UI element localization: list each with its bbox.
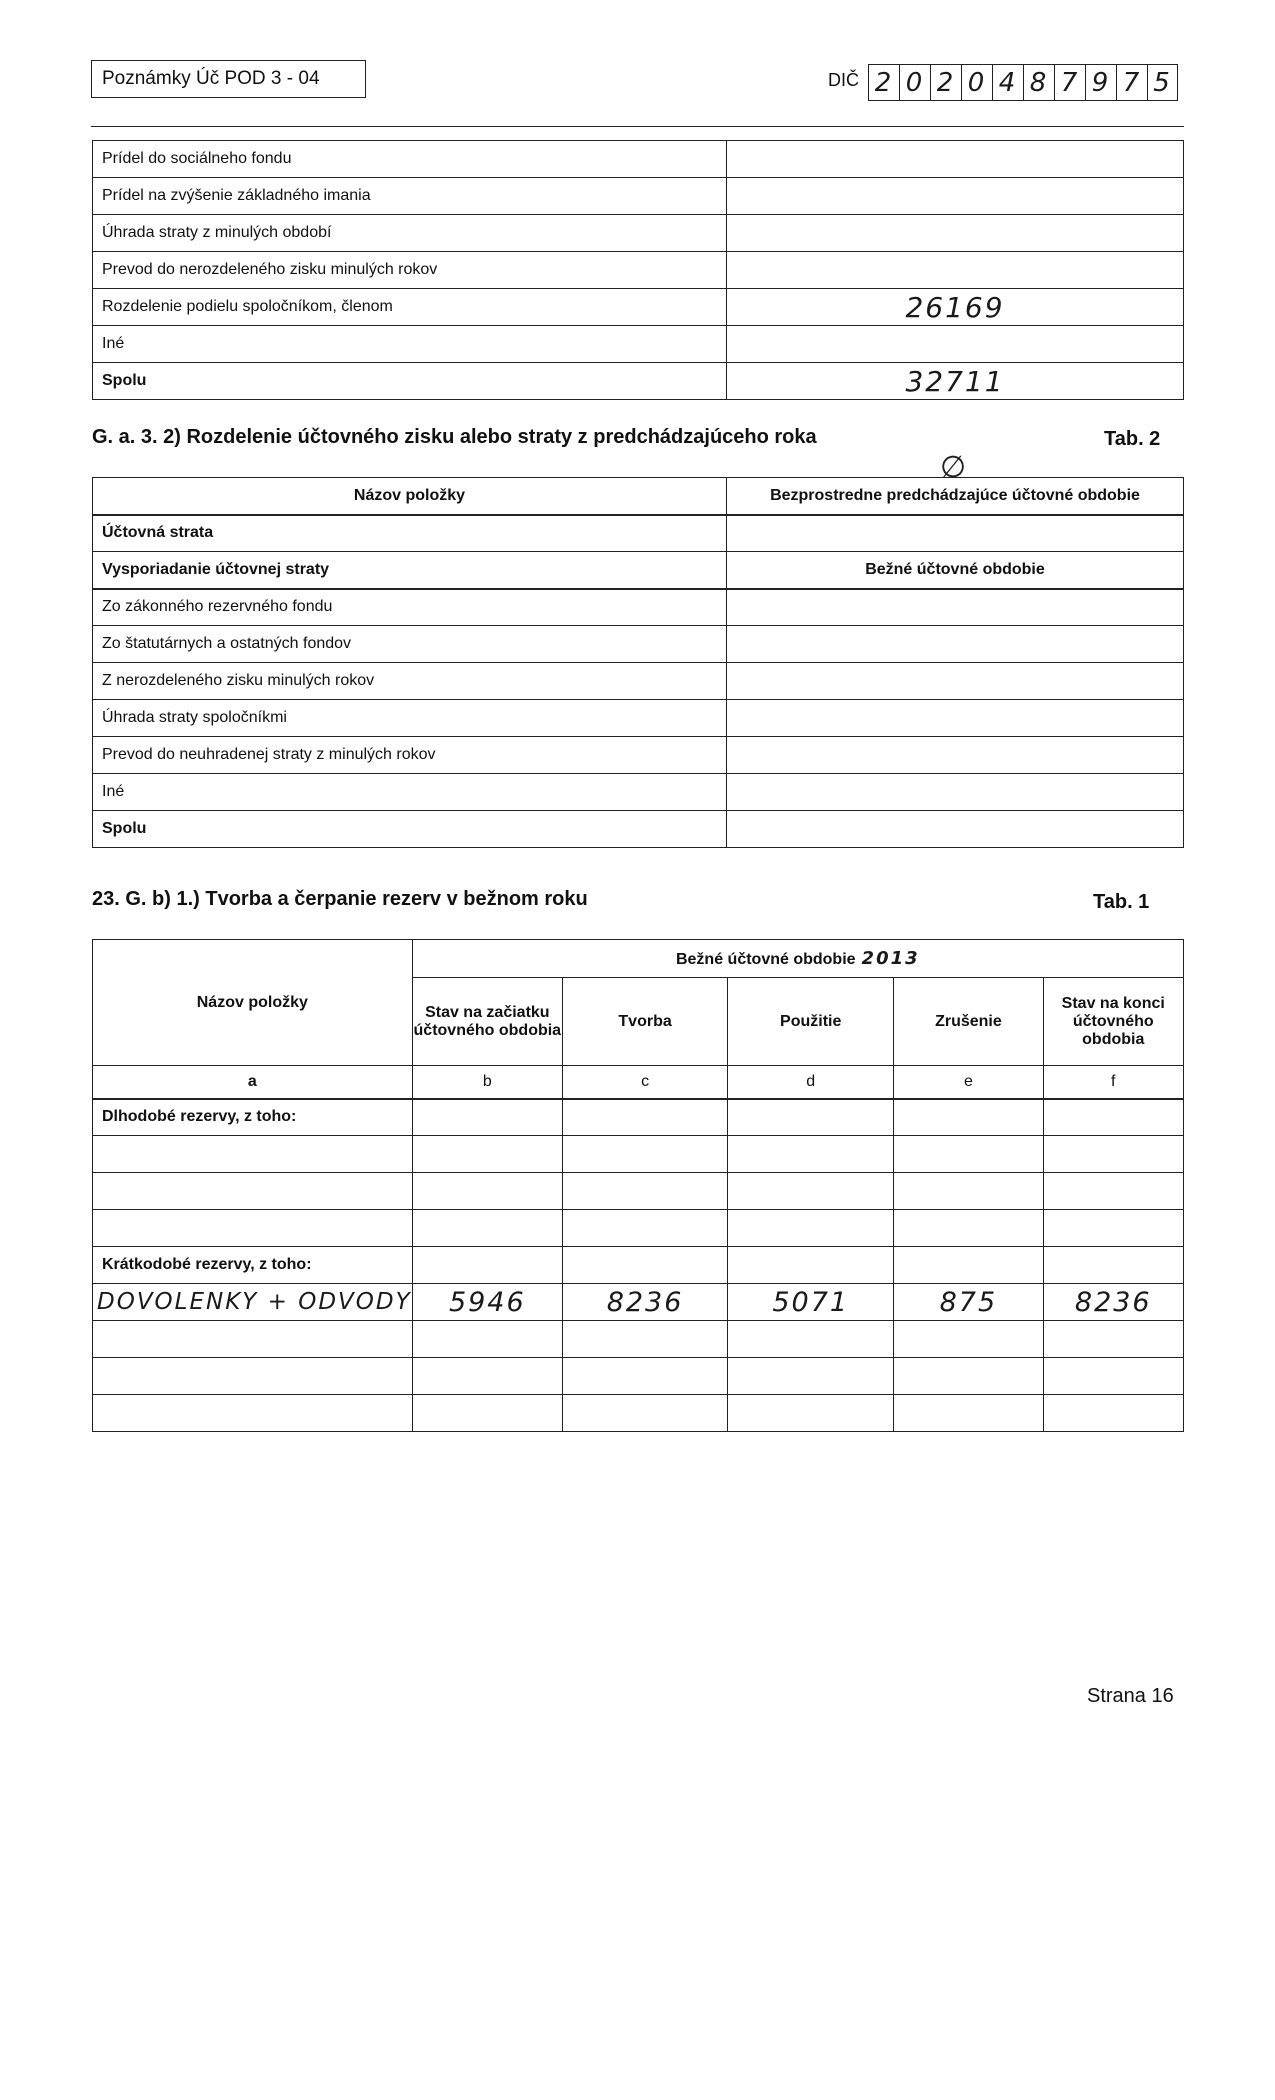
cell xyxy=(93,1358,413,1395)
total-label: Spolu xyxy=(93,811,727,848)
dic-digit: 0 xyxy=(961,64,992,101)
profit-distribution-table xyxy=(92,140,1184,400)
column-letter: f xyxy=(1043,1066,1183,1099)
table-row xyxy=(93,1358,1184,1395)
row-value xyxy=(727,178,1184,215)
cell xyxy=(728,1210,894,1247)
cell xyxy=(562,1136,727,1173)
total-value xyxy=(727,811,1184,848)
cell xyxy=(728,1173,894,1210)
row-value xyxy=(727,589,1184,626)
row-value xyxy=(727,252,1184,289)
empty-set-mark: ∅ xyxy=(940,450,969,485)
cell xyxy=(412,1173,562,1210)
cell xyxy=(562,1247,727,1284)
row-label: Úhrada straty z minulých období xyxy=(93,215,727,252)
cell xyxy=(412,1395,562,1432)
table-row xyxy=(93,1173,1184,1210)
cell xyxy=(894,1358,1043,1395)
dic-label: DIČ xyxy=(828,70,859,90)
dic-digit: 7 xyxy=(1116,64,1147,101)
cell xyxy=(562,1358,727,1395)
tab-label: Tab. 2 xyxy=(1104,428,1161,450)
row-value xyxy=(727,663,1184,700)
column-letter: b xyxy=(412,1066,562,1099)
table-row xyxy=(93,178,1184,215)
column-letter: e xyxy=(894,1066,1043,1099)
column-header-previous-period: Bezprostredne predchádzajúce účtovné obdobie xyxy=(727,478,1184,515)
total-value: 32711 xyxy=(727,363,1184,400)
row-value xyxy=(727,737,1184,774)
row-label: Z nerozdeleného zisku minulých rokov xyxy=(93,663,727,700)
dic-digit: 4 xyxy=(992,64,1023,101)
row-value xyxy=(727,700,1184,737)
cell xyxy=(562,1395,727,1432)
reserve-value-opening: 5946 xyxy=(412,1284,562,1321)
row-label: Zo zákonného rezervného fondu xyxy=(93,589,727,626)
cell xyxy=(894,1395,1043,1432)
row-label: Úhrada straty spoločníkmi xyxy=(93,700,727,737)
cell xyxy=(412,1210,562,1247)
cell xyxy=(412,1247,562,1284)
row-label: Vysporiadanie účtovnej straty xyxy=(93,552,727,589)
row-value xyxy=(727,326,1184,363)
section-title-loss-distribution: G. a. 3. 2) Rozdelenie účtovného zisku alebo straty z predchádzajúceho roka xyxy=(92,426,817,448)
table-row xyxy=(93,589,1184,626)
cell xyxy=(894,1210,1043,1247)
tab-label: Tab. 1 xyxy=(1093,891,1150,913)
cell xyxy=(562,1099,727,1136)
table-row xyxy=(93,1136,1184,1173)
cell xyxy=(93,1136,413,1173)
cell xyxy=(1043,1358,1183,1395)
row-value xyxy=(727,515,1184,552)
column-letter: d xyxy=(728,1066,894,1099)
cell xyxy=(894,1099,1043,1136)
column-letter: c xyxy=(562,1066,727,1099)
column-letter: a xyxy=(93,1066,413,1099)
cell xyxy=(93,1395,413,1432)
dic-digit: 7 xyxy=(1054,64,1085,101)
section-title-reserves: 23. G. b) 1.) Tvorba a čerpanie rezerv v bežnom roku xyxy=(92,888,588,910)
dic-digit: 0 xyxy=(899,64,930,101)
table-row xyxy=(93,252,1184,289)
table-row xyxy=(93,552,1184,589)
total-row xyxy=(93,811,1184,848)
cell xyxy=(1043,1136,1183,1173)
row-value xyxy=(727,215,1184,252)
header-divider xyxy=(91,126,1184,127)
cell xyxy=(1043,1210,1183,1247)
column-header-usage: Použitie xyxy=(728,978,894,1066)
column-header-opening: Stav na začiatku účtovného obdobia xyxy=(412,978,562,1066)
column-header-current-period: Bežné účtovné obdobie xyxy=(727,552,1184,589)
table-header-row xyxy=(93,478,1184,515)
reserves-table xyxy=(92,939,1184,1432)
long-term-reserves-label: Dlhodobé rezervy, z toho: xyxy=(93,1099,413,1136)
column-header-period xyxy=(412,940,1183,978)
page-number: Strana 16 xyxy=(1087,1685,1174,1707)
dic-digit: 2 xyxy=(930,64,961,101)
table-row xyxy=(93,663,1184,700)
cell xyxy=(728,1321,894,1358)
row-value xyxy=(727,774,1184,811)
cell xyxy=(1043,1321,1183,1358)
period-year: 2013 xyxy=(861,948,920,969)
cell xyxy=(412,1358,562,1395)
table-row xyxy=(93,141,1184,178)
dic-boxes xyxy=(868,64,1178,101)
row-label: Účtovná strata xyxy=(93,515,727,552)
cell xyxy=(412,1099,562,1136)
table-row xyxy=(93,326,1184,363)
table-row xyxy=(93,515,1184,552)
cell xyxy=(562,1321,727,1358)
table-row xyxy=(93,1395,1184,1432)
cell xyxy=(1043,1247,1183,1284)
table-row xyxy=(93,700,1184,737)
reserve-value-cancellation: 875 xyxy=(894,1284,1043,1321)
cell xyxy=(1043,1173,1183,1210)
form-code: Poznámky Úč POD 3 - 04 xyxy=(91,60,366,98)
cell xyxy=(728,1395,894,1432)
cell xyxy=(93,1321,413,1358)
row-label: Iné xyxy=(93,774,727,811)
table-row xyxy=(93,1247,1184,1284)
cell xyxy=(412,1136,562,1173)
reserve-value-usage: 5071 xyxy=(728,1284,894,1321)
table-row xyxy=(93,737,1184,774)
row-label: Prevod do nerozdeleného zisku minulých rokov xyxy=(93,252,727,289)
cell xyxy=(412,1321,562,1358)
cell xyxy=(728,1247,894,1284)
total-row xyxy=(93,363,1184,400)
cell xyxy=(894,1247,1043,1284)
dic-digit: 8 xyxy=(1023,64,1054,101)
row-value xyxy=(727,141,1184,178)
table-row xyxy=(93,1099,1184,1136)
cell xyxy=(562,1173,727,1210)
row-label: Zo štatutárnych a ostatných fondov xyxy=(93,626,727,663)
table-row xyxy=(93,1321,1184,1358)
cell xyxy=(894,1136,1043,1173)
row-label: Prídel na zvýšenie základného imania xyxy=(93,178,727,215)
row-label: Prídel do sociálneho fondu xyxy=(93,141,727,178)
cell xyxy=(728,1099,894,1136)
column-header-creation: Tvorba xyxy=(562,978,727,1066)
column-letters-row xyxy=(93,1066,1184,1099)
period-label: Bežné účtovné obdobie xyxy=(675,951,856,968)
row-value xyxy=(727,626,1184,663)
loss-distribution-table xyxy=(92,477,1184,848)
cell xyxy=(728,1358,894,1395)
table-row xyxy=(93,289,1184,326)
column-header-name: Názov položky xyxy=(93,940,413,1066)
row-label: Prevod do neuhradenej straty z minulých rokov xyxy=(93,737,727,774)
cell xyxy=(1043,1099,1183,1136)
cell xyxy=(1043,1395,1183,1432)
table-header-row xyxy=(93,940,1184,978)
row-value: 26169 xyxy=(727,289,1184,326)
reserve-value-closing: 8236 xyxy=(1043,1284,1183,1321)
dic-digit: 5 xyxy=(1147,64,1178,101)
cell xyxy=(93,1210,413,1247)
reserve-value-creation: 8236 xyxy=(562,1284,727,1321)
dic-digit: 2 xyxy=(868,64,899,101)
cell xyxy=(894,1173,1043,1210)
total-label: Spolu xyxy=(93,363,727,400)
table-row xyxy=(93,626,1184,663)
table-row xyxy=(93,1284,1184,1321)
table-row xyxy=(93,215,1184,252)
row-label: Iné xyxy=(93,326,727,363)
cell xyxy=(93,1173,413,1210)
table-row xyxy=(93,1210,1184,1247)
column-header-cancellation: Zrušenie xyxy=(894,978,1043,1066)
short-term-reserves-label: Krátkodobé rezervy, z toho: xyxy=(93,1247,413,1284)
dic-digit: 9 xyxy=(1085,64,1116,101)
table-row xyxy=(93,774,1184,811)
column-header-closing: Stav na konci účtovného obdobia xyxy=(1043,978,1183,1066)
cell xyxy=(562,1210,727,1247)
row-label: Rozdelenie podielu spoločníkom, členom xyxy=(93,289,727,326)
reserve-item-name: DOVOLENKY + ODVODY xyxy=(93,1284,413,1321)
column-header-name: Názov položky xyxy=(93,478,727,515)
cell xyxy=(894,1321,1043,1358)
cell xyxy=(728,1136,894,1173)
